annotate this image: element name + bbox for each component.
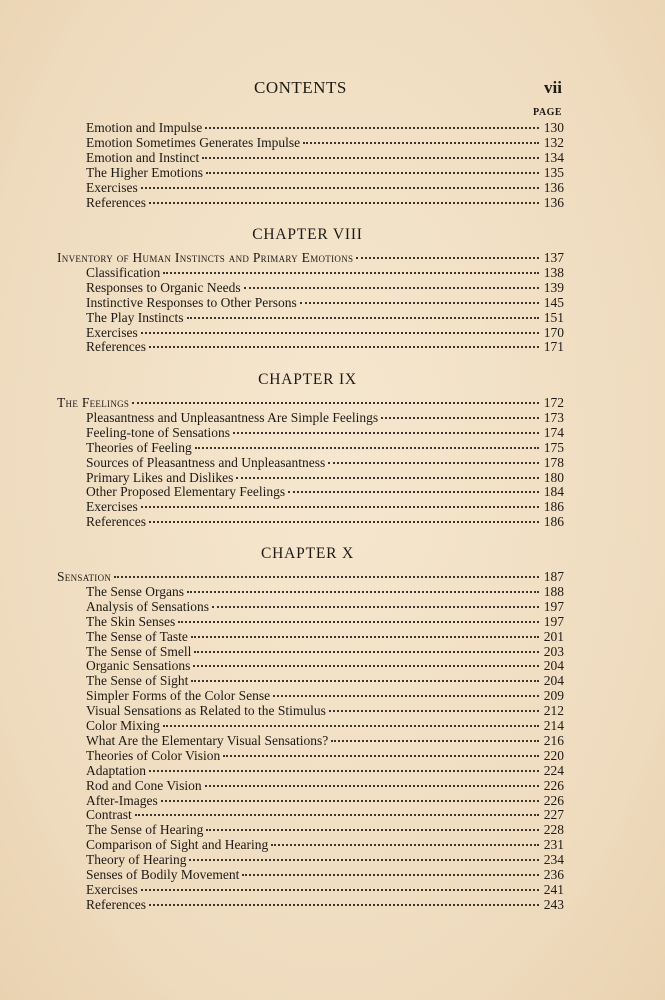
entry-page-number: 171 bbox=[543, 339, 564, 355]
toc-entry bbox=[86, 135, 564, 150]
toc-entry bbox=[86, 310, 564, 325]
dot-leader bbox=[161, 800, 539, 802]
toc-entry bbox=[86, 807, 564, 822]
entry-label: Rod and Cone Vision bbox=[86, 777, 202, 793]
entry-label: The Sense of Sight bbox=[86, 673, 189, 689]
entry-label: The Feelings bbox=[57, 395, 130, 410]
entry-label: Sensation bbox=[57, 569, 112, 584]
dot-leader bbox=[187, 317, 540, 319]
dot-leader bbox=[163, 272, 539, 274]
dot-leader bbox=[381, 417, 539, 419]
dot-leader bbox=[149, 770, 539, 772]
dot-leader bbox=[191, 680, 539, 682]
toc-entry bbox=[86, 837, 564, 852]
dot-leader bbox=[149, 346, 539, 348]
toc-entry bbox=[86, 703, 564, 718]
dot-leader bbox=[288, 491, 539, 493]
dot-leader bbox=[149, 521, 539, 523]
entry-label: The Play Instincts bbox=[86, 309, 184, 325]
entry-page-number: 145 bbox=[543, 294, 564, 310]
toc-entry bbox=[86, 455, 564, 470]
entry-label: Inventory of Human Instincts and Primary Emotions bbox=[57, 250, 354, 265]
entry-page-number: 241 bbox=[543, 881, 564, 897]
entry-label: Instinctive Responses to Other Persons bbox=[86, 294, 297, 310]
entry-page-number: 151 bbox=[543, 309, 564, 325]
entry-page-number: 187 bbox=[543, 569, 564, 584]
entry-label: Exercises bbox=[86, 179, 138, 195]
entry-page-number: 197 bbox=[543, 598, 564, 614]
entry-label: Emotion and Impulse bbox=[86, 120, 203, 135]
entry-label: Other Proposed Elementary Feelings bbox=[86, 484, 286, 500]
dot-leader bbox=[195, 447, 539, 449]
toc-entry bbox=[86, 265, 564, 280]
entry-label: The Sense of Taste bbox=[86, 628, 188, 644]
dot-leader bbox=[135, 814, 539, 816]
entry-label: References bbox=[86, 339, 146, 355]
entry-label: The Skin Senses bbox=[86, 613, 176, 629]
dot-leader bbox=[328, 462, 539, 464]
dot-leader bbox=[329, 710, 539, 712]
entry-label: Pleasantness and Unpleasantness Are Simple Feelings bbox=[86, 409, 379, 425]
dot-leader bbox=[356, 257, 539, 259]
toc-entry bbox=[86, 470, 564, 485]
toc-entry bbox=[86, 614, 564, 629]
entry-label: Sources of Pleasantness and Unpleasantness bbox=[86, 454, 326, 470]
entry-label: Analysis of Sensations bbox=[86, 598, 209, 614]
entry-page-number: 130 bbox=[543, 120, 564, 135]
entry-label: Emotion and Instinct bbox=[86, 149, 200, 165]
dot-leader bbox=[193, 665, 539, 667]
chapter-heading: CHAPTER IX bbox=[258, 371, 357, 388]
dot-leader bbox=[202, 157, 539, 159]
entry-page-number: 186 bbox=[543, 499, 564, 515]
entry-page-number: 234 bbox=[543, 852, 564, 868]
toc-entry bbox=[86, 718, 564, 733]
entry-page-number: 228 bbox=[543, 822, 564, 838]
dot-leader bbox=[149, 202, 539, 204]
toc-entry bbox=[86, 425, 564, 440]
entry-page-number: 227 bbox=[543, 807, 564, 823]
entry-page-number: 231 bbox=[543, 837, 564, 853]
entry-label: References bbox=[86, 896, 146, 912]
entry-label: Responses to Organic Needs bbox=[86, 279, 241, 295]
entry-page-number: 132 bbox=[543, 134, 564, 150]
toc-entry bbox=[86, 339, 564, 354]
entry-page-number: 180 bbox=[543, 469, 564, 485]
folio-number: vii bbox=[544, 78, 562, 97]
toc-entry bbox=[86, 882, 564, 897]
entry-label: Classification bbox=[86, 264, 161, 280]
dot-leader bbox=[206, 172, 539, 174]
entry-label: Theories of Feeling bbox=[86, 439, 192, 455]
entry-label: Feeling-tone of Sensations bbox=[86, 424, 230, 440]
dot-leader bbox=[233, 432, 539, 434]
entry-label: Theories of Color Vision bbox=[86, 747, 221, 763]
dot-leader bbox=[206, 829, 539, 831]
dot-leader bbox=[149, 904, 539, 906]
entry-label: The Sense of Hearing bbox=[86, 822, 204, 838]
chapter-title-entry bbox=[57, 395, 564, 410]
entry-page-number: 204 bbox=[543, 673, 564, 689]
entry-label: Emotion Sometimes Generates Impulse bbox=[86, 134, 301, 150]
entry-page-number: 138 bbox=[543, 264, 564, 280]
entry-page-number: 243 bbox=[543, 896, 564, 912]
toc-entry bbox=[86, 733, 564, 748]
toc-entry bbox=[86, 410, 564, 425]
toc-entry bbox=[86, 120, 564, 135]
entry-page-number: 214 bbox=[543, 718, 564, 733]
entry-label: The Sense of Smell bbox=[86, 643, 192, 659]
chapter-title-entry bbox=[57, 569, 564, 584]
entry-page-number: 184 bbox=[543, 484, 564, 500]
page-title: CONTENTS bbox=[254, 78, 347, 97]
toc-entry bbox=[86, 852, 564, 867]
toc-entry bbox=[86, 280, 564, 295]
entry-page-number: 212 bbox=[543, 703, 564, 719]
entry-page-number: 226 bbox=[543, 792, 564, 808]
entry-label: Contrast bbox=[86, 807, 132, 823]
dot-leader bbox=[132, 402, 539, 404]
entry-page-number: 216 bbox=[543, 732, 564, 748]
entry-label: The Higher Emotions bbox=[86, 164, 203, 180]
entry-label: Visual Sensations as Related to the Stimulus bbox=[86, 703, 326, 719]
toc-entry bbox=[86, 822, 564, 837]
entry-page-number: 170 bbox=[543, 324, 564, 340]
entry-page-number: 226 bbox=[543, 777, 564, 793]
toc-entry bbox=[86, 673, 564, 688]
entry-label: Exercises bbox=[86, 324, 138, 340]
entry-page-number: 137 bbox=[543, 250, 564, 265]
entry-label: Adaptation bbox=[86, 762, 146, 778]
toc-entry bbox=[86, 599, 564, 614]
page-column-label: PAGE bbox=[533, 107, 563, 118]
entry-page-number: 204 bbox=[543, 658, 564, 674]
entry-page-number: 173 bbox=[543, 409, 564, 425]
toc-entry bbox=[86, 484, 564, 499]
dot-leader bbox=[194, 651, 539, 653]
entry-label: Comparison of Sight and Hearing bbox=[86, 837, 269, 853]
entry-page-number: 203 bbox=[543, 643, 564, 659]
toc-entry bbox=[86, 658, 564, 673]
toc-entry bbox=[86, 629, 564, 644]
entry-page-number: 136 bbox=[543, 194, 564, 210]
entry-label: Simpler Forms of the Color Sense bbox=[86, 688, 271, 704]
toc-entry bbox=[86, 793, 564, 808]
entry-label: What Are the Elementary Visual Sensations? bbox=[86, 732, 329, 748]
dot-leader bbox=[163, 725, 539, 727]
entry-page-number: 172 bbox=[543, 395, 564, 410]
dot-leader bbox=[271, 844, 539, 846]
dot-leader bbox=[141, 889, 539, 891]
toc-entry bbox=[86, 499, 564, 514]
dot-leader bbox=[141, 187, 539, 189]
toc-entry bbox=[86, 897, 564, 912]
entry-label: References bbox=[86, 514, 146, 530]
dot-leader bbox=[141, 332, 539, 334]
entry-label: Senses of Bodily Movement bbox=[86, 867, 240, 882]
dot-leader bbox=[331, 740, 539, 742]
chapter-heading: CHAPTER VIII bbox=[252, 226, 363, 243]
toc-entry bbox=[86, 180, 564, 195]
running-head bbox=[0, 78, 665, 102]
entry-label: Organic Sensations bbox=[86, 658, 191, 674]
toc-entry bbox=[86, 440, 564, 455]
entry-label: Primary Likes and Dislikes bbox=[86, 469, 234, 485]
dot-leader bbox=[178, 621, 539, 623]
entry-label: References bbox=[86, 194, 146, 210]
dot-leader bbox=[273, 695, 539, 697]
entry-page-number: 178 bbox=[543, 454, 564, 470]
entry-page-number: 139 bbox=[543, 279, 564, 295]
dot-leader bbox=[236, 477, 539, 479]
dot-leader bbox=[205, 127, 539, 129]
toc-entry bbox=[86, 195, 564, 210]
entry-page-number: 135 bbox=[543, 164, 564, 180]
toc-entry bbox=[86, 150, 564, 165]
toc-entry bbox=[86, 584, 564, 599]
dot-leader bbox=[141, 506, 539, 508]
entry-page-number: 134 bbox=[543, 149, 564, 165]
entry-page-number: 197 bbox=[543, 613, 564, 629]
toc-entry bbox=[86, 644, 564, 659]
dot-leader bbox=[187, 591, 539, 593]
entry-page-number: 136 bbox=[543, 179, 564, 195]
dot-leader bbox=[244, 287, 539, 289]
dot-leader bbox=[303, 142, 539, 144]
dot-leader bbox=[189, 859, 539, 861]
entry-label: Theory of Hearing bbox=[86, 852, 187, 868]
entry-page-number: 186 bbox=[543, 514, 564, 530]
chapter-title-entry bbox=[57, 250, 564, 265]
toc-entry bbox=[86, 778, 564, 793]
entry-page-number: 209 bbox=[543, 688, 564, 704]
toc-entry bbox=[86, 748, 564, 763]
dot-leader bbox=[114, 576, 539, 578]
entry-page-number: 188 bbox=[543, 583, 564, 599]
dot-leader bbox=[205, 785, 539, 787]
entry-label: After-Images bbox=[86, 792, 158, 808]
entry-page-number: 220 bbox=[543, 747, 564, 763]
toc-entry bbox=[86, 867, 564, 882]
entry-label: Exercises bbox=[86, 881, 138, 897]
toc-entry bbox=[86, 325, 564, 340]
entry-page-number: 174 bbox=[543, 424, 564, 440]
entry-label: The Sense Organs bbox=[86, 583, 184, 599]
dot-leader bbox=[223, 755, 539, 757]
toc-entry bbox=[86, 688, 564, 703]
toc-entry bbox=[86, 514, 564, 529]
toc-entry bbox=[86, 763, 564, 778]
entry-page-number: 201 bbox=[543, 628, 564, 644]
dot-leader bbox=[191, 636, 539, 638]
toc-entry bbox=[86, 295, 564, 310]
entry-label: Exercises bbox=[86, 499, 138, 515]
toc-entry bbox=[86, 165, 564, 180]
dot-leader bbox=[212, 606, 539, 608]
entry-page-number: 224 bbox=[543, 762, 564, 778]
entry-page-number: 175 bbox=[543, 439, 564, 455]
entry-page-number: 236 bbox=[543, 867, 564, 882]
dot-leader bbox=[300, 302, 539, 304]
chapter-heading: CHAPTER X bbox=[261, 545, 354, 562]
entry-label: Color Mixing bbox=[86, 718, 160, 733]
dot-leader bbox=[242, 874, 539, 876]
